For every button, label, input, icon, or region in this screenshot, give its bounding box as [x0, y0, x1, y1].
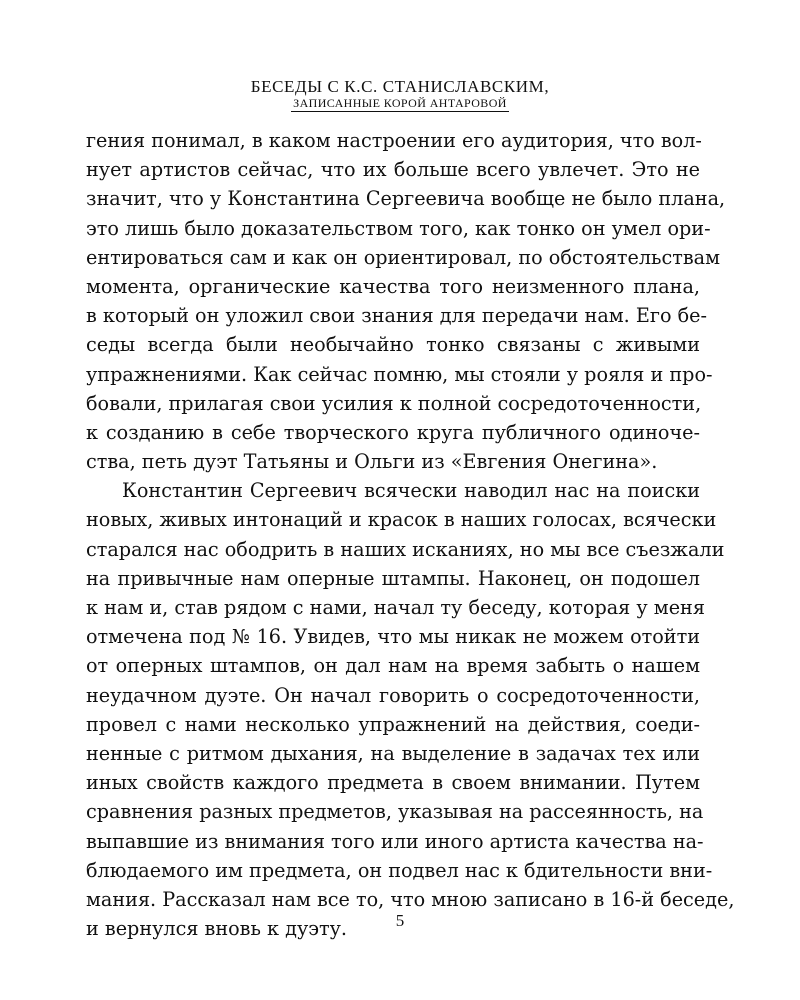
text-line: блюдаемого им предмета, он подвел нас к бдительности вни- — [86, 858, 713, 882]
text-line: старался нас ободрить в наших исканиях, но мы все съезжали — [86, 537, 725, 561]
page-body — [86, 126, 735, 943]
text-line: это лишь было доказательством того, как тонко он умел ори- — [86, 216, 711, 240]
page-number: 5 — [395, 911, 405, 930]
text-line: новых, живых интонаций и красок в наших голосах, всячески — [86, 508, 717, 532]
running-header-title: БЕСЕДЫ С К.С. СТАНИСЛАВСКИМ, — [250, 77, 550, 96]
text-line: сравнения разных предметов, указывая на рассеянность, на — [86, 800, 704, 824]
running-header-subtitle — [0, 97, 800, 112]
text-line: от оперных штампов, он дал нам на время забыть о нашем — [86, 654, 700, 678]
text-line: нует артистов сейчас, что их больше всего увлечет. Это не — [86, 158, 700, 182]
running-header-subtitle-text: ЗАПИСАННЫЕ КОРОЙ АНТАРОВОЙ — [293, 96, 507, 110]
text-line: бовали, прилагая свои усилия к полной сосредоточенности, — [86, 391, 702, 415]
text-line: гения понимал, в каком настроении его аудитория, что вол- — [86, 129, 702, 152]
text-line: неудачном дуэте. Он начал говорить о сосредоточенности, — [86, 683, 700, 707]
text-line: ства, петь дуэт Татьяны и Ольги из «Евгения Онегина». — [86, 450, 658, 474]
text-line: Константин Сергеевич всячески наводил нас на поиски — [122, 479, 700, 503]
paragraph-2 — [86, 476, 735, 943]
text-line: мания. Рассказал нам все то, что мною записано в 16-й беседе, — [86, 887, 735, 911]
text-line: ненные с ритмом дыхания, на выделение в задачах тех или — [86, 741, 700, 765]
text-line: к нам и, став рядом с нами, начал ту беседу, которая у меня — [86, 596, 705, 619]
text-line: седы всегда были необычайно тонко связаны с живыми — [86, 333, 700, 357]
text-line: ентироваться сам и как он ориентировал, по обстоятельствам — [86, 245, 721, 269]
text-line: и вернулся вновь к дуэту. — [86, 917, 347, 941]
text-line: выпавшие из внимания того или иного артиста качества на- — [86, 829, 704, 853]
paragraph-1 — [86, 126, 726, 476]
text-line: значит, что у Константина Сергеевича вообще не было плана, — [86, 187, 726, 211]
text-line: к созданию в себе творческого круга публичного одиноче- — [86, 420, 700, 444]
text-line: иных свойств каждого предмета в своем внимании. Путем — [86, 771, 700, 795]
text-line: на привычные нам оперные штампы. Наконец, он подошел — [86, 566, 700, 590]
text-line: отмечена под № 16. Увидев, что мы никак не можем отойти — [86, 625, 700, 649]
text-line: упражнениями. Как сейчас помню, мы стояли у рояля и про- — [86, 362, 713, 386]
text-line: провел с нами несколько упражнений на действия, соеди- — [86, 712, 700, 736]
text-line: в который он уложил свои знания для передачи нам. Его бе- — [86, 304, 707, 328]
text-line: момента, органические качества того неизменного плана, — [86, 274, 700, 298]
